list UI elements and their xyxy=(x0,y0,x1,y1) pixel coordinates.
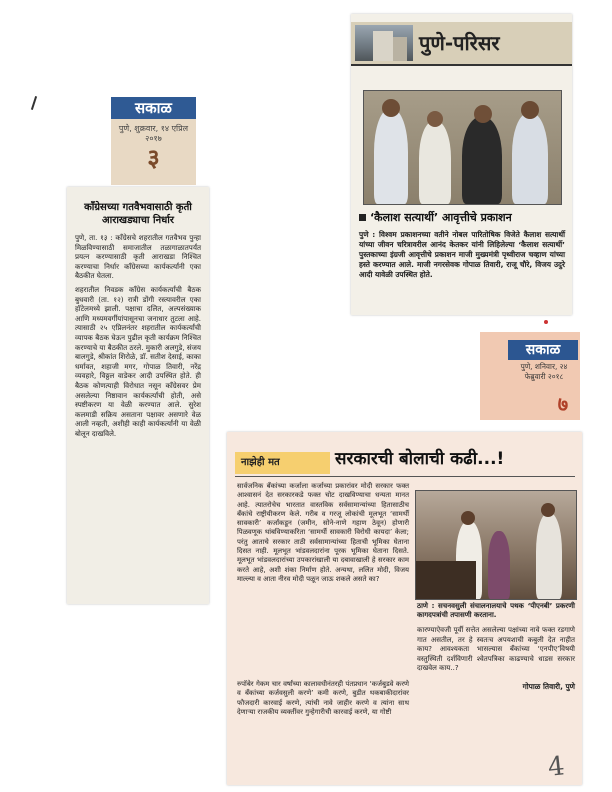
bottom-article-clip xyxy=(227,432,582,785)
pen-mark xyxy=(31,96,37,110)
section-header-bar xyxy=(351,22,572,66)
left-article-clip xyxy=(67,187,209,604)
building-thumbnail xyxy=(355,25,413,61)
date-text-left: पुणे, शुक्रवार, १४ एप्रिल २०१७ xyxy=(118,124,189,143)
bottom-article-col2: कारण्याऐवजी पूर्वी सत्तेत असलेल्या पक्षांच्या नावे फक्त रडगाणे गात असतील, तर हे स्वतःच अपयशाची कबुली देत नाहीत काय? आवश्यकता भासल्यास बँकांच्या ‘एनपीए’विषयी वस्तुस्थिती दर्शविणारी श्वेतपत्रिका काढण्याचे धाडस सरकार दाखवेल काय..? xyxy=(417,626,575,673)
section-label-text: नाझेही मत xyxy=(241,457,280,468)
top-right-article-clip xyxy=(351,14,572,315)
page-number-left: ३ xyxy=(147,143,160,172)
bullet-square xyxy=(359,214,366,221)
headline-rule xyxy=(235,476,575,477)
raid-photo xyxy=(415,490,577,600)
dot-mark xyxy=(544,320,548,324)
bottom-article-col1b: रुपॉबेर गेकम चार वर्षांच्या कालावधीनंतरही पंतप्रधान ‘कर्जबुडवे करणे व बँकांच्या कर्जवसुली करणे’ कमी करणे, बुडीत थकबाकीदारांवर फौजदारी कारवाई करणे, त्यांची नावे जाहीर करणे व त्यांना साथ देणाऱ्या राजकीय व्यक्तींवर गुन्हेगारीची कारवाई करणे, या गोष्टी xyxy=(237,680,409,716)
top-right-body: पुणे : विश्वम प्रकाशनच्या वतीने नोबल पारितोषिक विजेते कैलाश सत्यार्थी यांच्या जीवन चरित्रावरील आनंद केतकर यांनी लिहिलेल्या ‘कैलाश सत्यार्थी’ पुस्तकाच्या इंग्रजी आवृत्तीचे प्रकाशन माजी मुख्यमंत्री पृथ्वीराज चव्हाण यांच्या हस्ते करण्यात आले. माजी नगरसेवक गोपाळ तिवारी, राजू चौरे, विजय उदुरे आदी यावेळी उपस्थित होते. xyxy=(359,230,565,279)
bottom-article-col1: सार्वजनिक बँकांच्या कर्जाला कर्जाच्या प्रकारांवर मोदी सरकार फक्त आश्वासनं देत सरकारकडे फक्त चोट दाखविण्याचा धन्यता मानत आहे. त्यातरोचेच भारतात वास्तविक सर्वसामान्यांच्या हितासाठीच बँकांचे राष्ट्रीयीकरण केले. गरीब व गरजू लोकांची मूलभूत ‘सामर्थी सावकारी’ कर्जांकडून (जमीन, सोने-नाणे गहाण ठेवून) होणारी पिळवणूक थांबविण्याकरिता ‘सामर्थी सावकारी विरोधी कायदा’ केला; परंतु आताचे सरकार ताठी सर्वसामान्यांच्या हिताची भूमिका घेताना दिसत नाही. मूलभूत भांडवलदारांना पूरक भूमिका घेताना दिसते. मूलभूत भांडवलदारांच्या उपकारांखाली या दबावाखाली हे सरकार काम करते आहे, अशी शंका निर्माण होते. अन्यथा, ललित मोदी, विजय माल्ल्या व आता नीरव मोदी पळून जाऊ शकले असते का? xyxy=(237,482,409,583)
top-right-headline-text: ‘कैलाश सत्यार्थी’ आवृत्तीचे प्रकाशन xyxy=(370,211,512,224)
left-article-paragraph-1: पुणे, ता. १३ : काँग्रेसचे शहरातील गतवैभव पुन्हा मिळविण्यासाठी समाजातील तळागाळातपर्यंत प्रयत्न करण्यासाठी कृती आराखडा निश्चित करण्याचा निर्धार काँग्रेसच्या कार्यकर्त्यांनी एका बैठकीत घेतला. xyxy=(75,233,201,281)
book-launch-photo xyxy=(363,90,562,205)
author-name: गोपाळ तिवारी, पुणे xyxy=(522,682,575,691)
sakal-masthead-right: सकाळ xyxy=(508,340,578,360)
section-header-title: पुणे-परिसर xyxy=(419,31,500,55)
date-text-right: पुणे, शनिवार, २४ फेब्रुवारी २०१८ xyxy=(520,362,568,381)
date-box-left xyxy=(111,119,196,185)
left-article-paragraph-2: शहरातील निवडक काँग्रेस कार्यकर्त्यांची बैठक बुधवारी (ता. १२) रात्री डोंगी रस्त्यावरील एका हॉटेलमध्ये झाली. पक्षाचा दलित, अल्पसंख्याक आणि मध्यमवर्गीयांपासूनचा जनाधार तुटला आहे. त्यासाठी २५ एप्रिलनंतर शहरातील कार्यकर्त्यांची व्यापक बैठक घेऊन पुढील कृती कार्यक्रम निश्चित करण्याचे या बैठकीत ठरले. मुकारी अलगुडे, संजय बालगुडे, श्रीकांत शिरोळे, डॉ. सतीश देसाई, काका धर्मावत, शहाजी मगर, गोपाळ तिवारी, नरेंद्र व्यवहारे, विठ्ठल वाडेकर आदी उपस्थित होते. ही बैठक कोणत्याही विरोधात नसून काँग्रेसवर प्रेम असलेल्या निष्ठावान कार्यकर्त्यांची होती, असे स्पष्टीकरण या वेळी करण्यात आले. सुरेश कलमाडी सक्रिय असताना पक्षावर असणारे वेळ आली नव्हती, अशीही काही कार्यकर्त्यांनी या वेळी बोलून दाखविले. xyxy=(75,284,201,438)
bottom-article-headline: सरकारची बोलाची कढी...! xyxy=(335,449,505,469)
left-article-headline: काँग्रेसच्या गतवैभवासाठी कृती आराखड्याचा निर्धार xyxy=(84,202,192,226)
handwritten-page-mark: 4 xyxy=(546,751,567,783)
page-number-right: ७ xyxy=(557,392,569,416)
section-label-box xyxy=(235,452,330,474)
top-right-headline xyxy=(359,210,569,225)
raid-photo-caption: ठाणे : सचनवसुली संचालनालयाचे पथक ‘पीएनबी’ प्रकरणी कागदपत्रांची तपासणी करताना. xyxy=(417,602,575,620)
sakal-masthead-left: सकाळ xyxy=(111,97,196,119)
